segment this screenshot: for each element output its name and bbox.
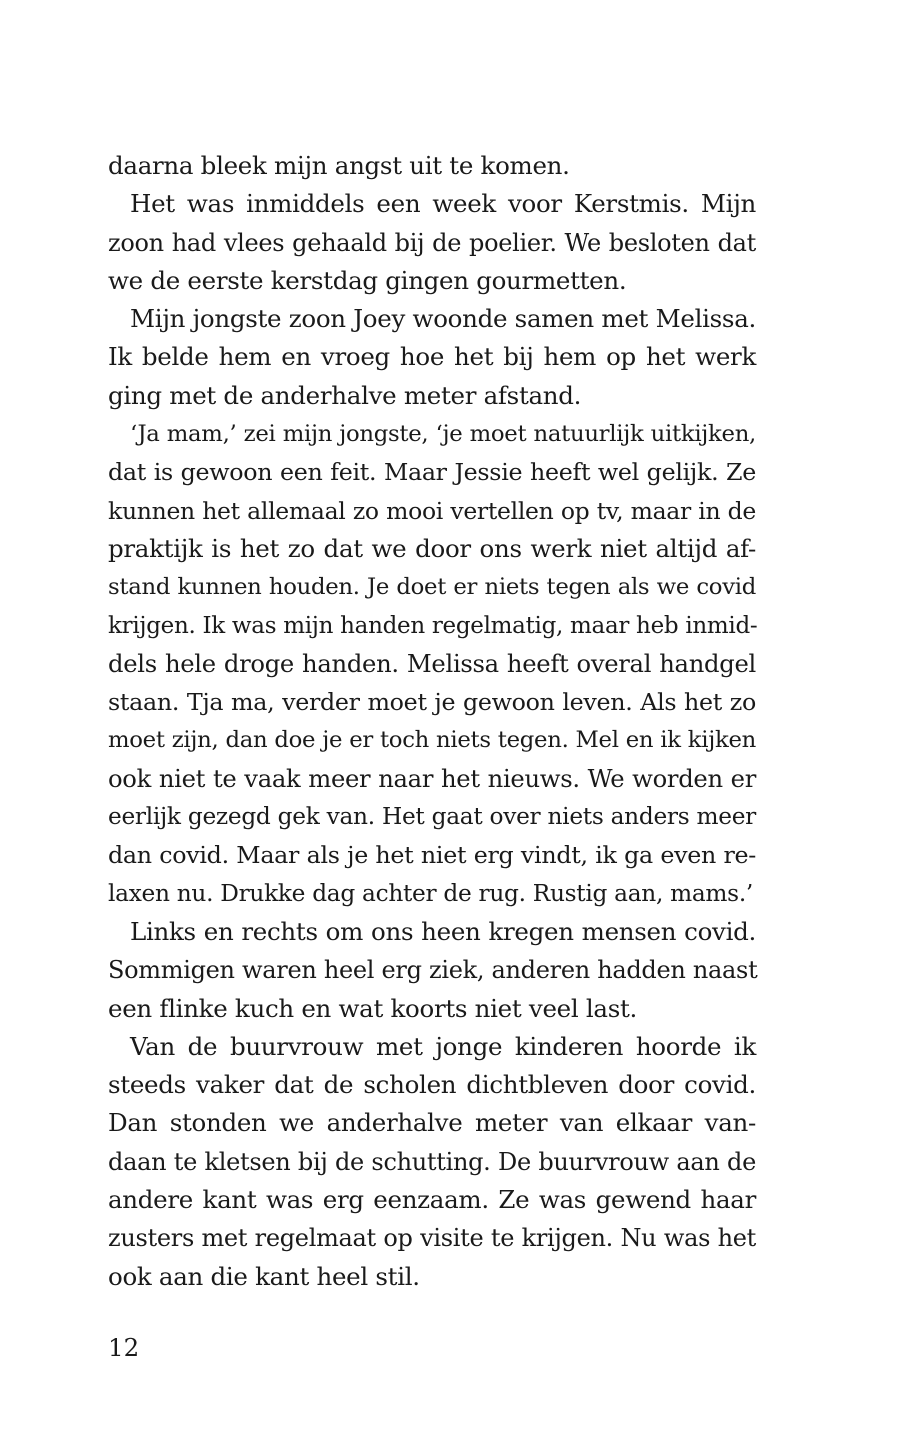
text-line: Van de buurvrouw met jonge kinderen hoorde ik <box>130 1031 756 1061</box>
text-line: Ik belde hem en vroeg hoe het bij hem op het werk <box>108 342 756 372</box>
text-line: stand kunnen houden. Je doet er niets tegen als we covid <box>108 574 756 601</box>
text-line: Sommigen waren heel erg ziek, anderen hadden naast <box>108 956 758 985</box>
text-line: ook niet te vaak meer naar het nieuws. We worden er <box>108 763 756 793</box>
text-line: zoon had vlees gehaald bij de poelier. We besloten dat <box>108 228 756 257</box>
text-line: staan. Tja ma, verder moet je gewoon leven. Als het zo <box>108 688 756 717</box>
text-line: dels hele droge handen. Melissa heeft overal handgel <box>108 648 756 678</box>
text-line: kunnen het allemaal zo mooi vertellen op tv, maar in de <box>108 496 756 525</box>
text-line: we de eerste kerstdag gingen gourmetten. <box>108 265 627 295</box>
text-line: moet zijn, dan doe je er toch niets tegen. Mel en ik kijken <box>108 727 756 754</box>
text-line: Mijn jongste zoon Joey woonde samen met Melissa. <box>130 304 756 334</box>
text-line: andere kant was erg eenzaam. Ze was gewend haar <box>108 1185 756 1215</box>
text-line: steeds vaker dat de scholen dichtbleven door covid. <box>108 1070 756 1100</box>
text-line: ging met de anderhalve meter afstand. <box>108 380 582 410</box>
text-line: ook aan die kant heel stil. <box>108 1261 420 1291</box>
body-text <box>108 147 756 1296</box>
text-line: zusters met regelmaat op visite te krijgen. Nu was het <box>108 1224 756 1253</box>
text-line: laxen nu. Drukke dag achter de rug. Rustig aan, mams.’ <box>108 879 753 907</box>
text-line: Het was inmiddels een week voor Kerstmis. Mijn <box>130 189 756 219</box>
text-line: daan te kletsen bij de schutting. De buurvrouw aan de <box>108 1147 756 1176</box>
text-line: eerlijk gezegd gek van. Het gaat over niets anders meer <box>108 803 756 831</box>
page-number: 12 <box>108 1333 140 1362</box>
text-line: dan covid. Maar als je het niet erg vindt, ik ga even re- <box>108 841 756 870</box>
text-line: dat is gewoon een feit. Maar Jessie heeft wel gelijk. Ze <box>108 458 756 487</box>
text-line: praktijk is het zo dat we door ons werk niet altijd af- <box>108 533 756 563</box>
text-line: Links en rechts om ons heen kregen mensen covid. <box>130 916 756 946</box>
text-line: daarna bleek mijn angst uit te komen. <box>108 151 570 180</box>
text-line: ‘Ja mam,’ zei mijn jongste, ‘je moet natuurlijk uitkijken, <box>130 421 756 448</box>
text-line: een flinke kuch en wat koorts niet veel last. <box>108 993 638 1023</box>
text-line: krijgen. Ik was mijn handen regelmatig, maar heb inmid- <box>108 612 758 639</box>
text-line: Dan stonden we anderhalve meter van elkaar van- <box>108 1108 756 1138</box>
